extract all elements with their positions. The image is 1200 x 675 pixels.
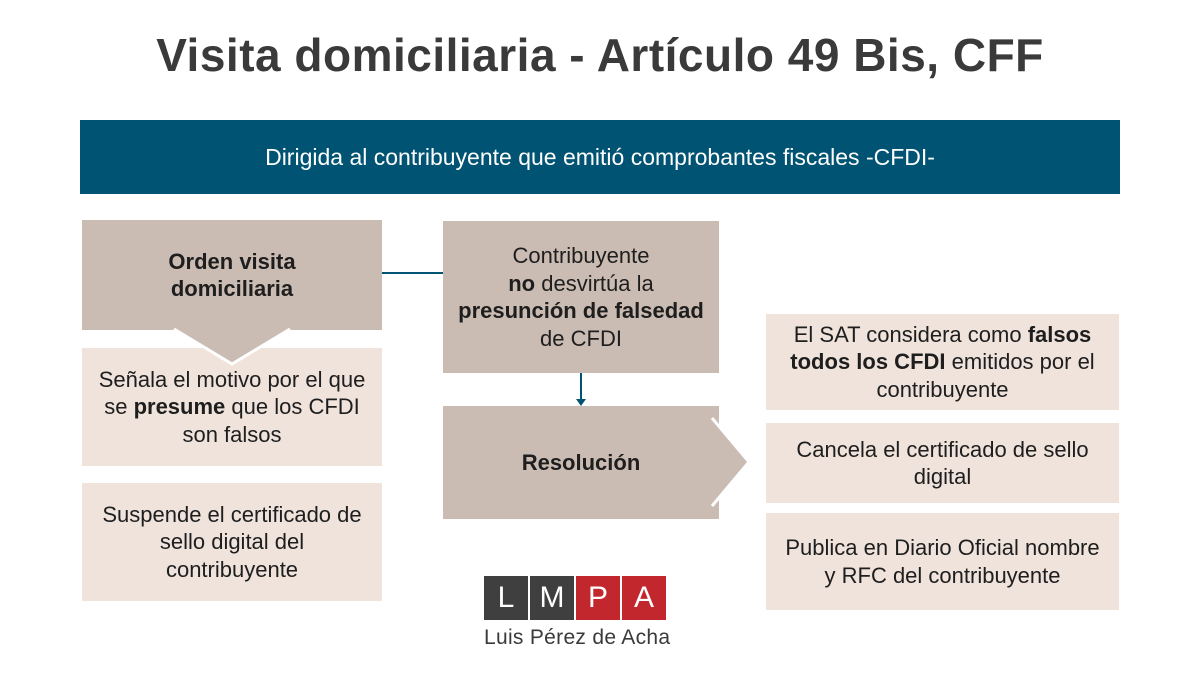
senala-motivo-text: Señala el motivo por el que se presume que los CFDI son falsos [98, 366, 366, 447]
sat-considera-falsos-text: El SAT considera como falsos todos los CFDI emitidos por el contribuyente [790, 321, 1095, 402]
logo-letter-l: L [484, 576, 528, 620]
cancela-certificado-text: Cancela el certificado de sello digital [796, 436, 1089, 489]
publica-diario-text: Publica en Diario Oficial nombre y RFC del contribuyente [785, 535, 1100, 588]
suspende-certificado-text: Suspende el certificado de sello digital del contribuyente [102, 501, 362, 582]
logo-letters [484, 576, 674, 620]
logo-letter-m: M [530, 576, 574, 620]
cancela-certificado-box [766, 423, 1119, 503]
page-title: Visita domiciliaria - Artículo 49 Bis, CFF [156, 29, 1044, 81]
no-desvirtua-text: Contribuyente no desvirtúa la presunción de falsedad de CFDI [458, 243, 704, 351]
resolucion-text: Resolución [521, 449, 641, 475]
logo-name: Luis Pérez de Acha [484, 626, 671, 649]
logo-letter-p: P [576, 576, 620, 620]
logo-letter-a: A [622, 576, 666, 620]
orden-visita-text: Orden visita domiciliaria [168, 248, 296, 301]
lmpa-logo [484, 576, 674, 650]
sat-considera-falsos-box [766, 314, 1119, 410]
banner-text: Dirigida al contribuyente que emitió comprobantes fiscales -CFDI- [265, 143, 935, 170]
publica-diario-box [766, 513, 1119, 610]
